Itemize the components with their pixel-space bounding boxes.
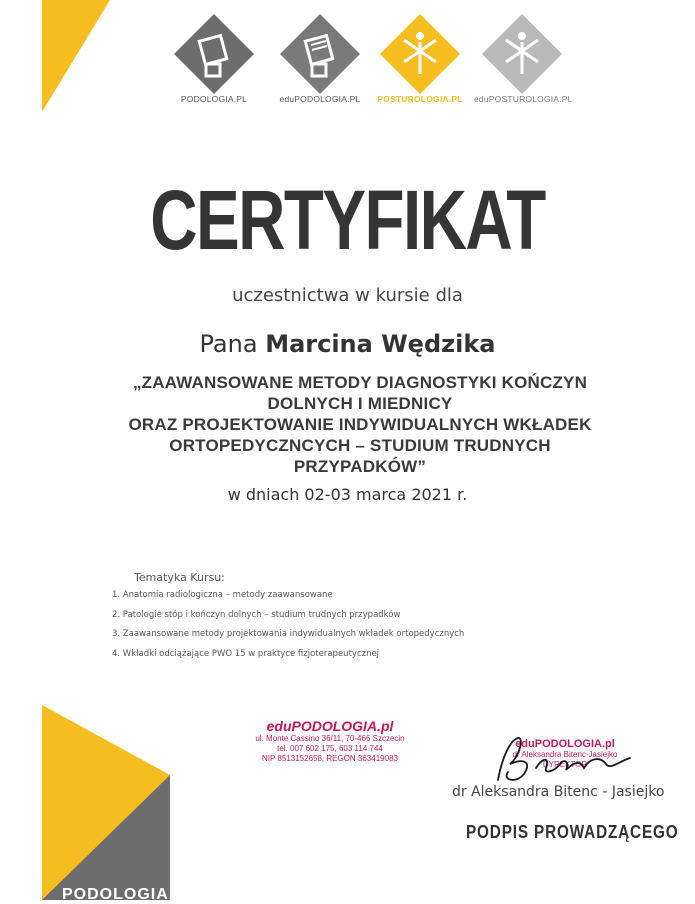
course-title-line: DOLNYCH I MIEDNICY	[267, 394, 453, 413]
course-title-line: PRZYPADKÓW”	[293, 457, 427, 476]
stamp-brand: eduPODOLOGIA.pl	[266, 718, 394, 734]
logo-label: eduPODOLOGIA.PL	[279, 94, 361, 104]
corner-triangle-decoration	[0, 0, 110, 112]
eduposturologia-logo-icon	[480, 12, 564, 96]
director-stamp-line: dr Aleksandra Bitenc-Jasiejko	[512, 750, 618, 759]
topic-item: 4. Wkładki odciążające PWO 15 w praktyce fizjoterapeutycznej	[112, 648, 380, 659]
posturologia-logo-icon	[378, 12, 462, 96]
topic-item: 2. Patologie stóp i kończyn dolnych – studium trudnych przypadków	[112, 609, 401, 620]
course-title-line: „ZAAWANSOWANE METODY DIAGNOSTYKI KOŃCZYN	[132, 373, 588, 392]
course-dates: w dniach 02-03 marca 2021 r.	[227, 485, 468, 504]
signer-name: dr Aleksandra Bitenc - Jasiejko	[452, 784, 665, 800]
stamp-line: NIP 8513152658, REGON 363419083	[262, 754, 398, 763]
signature-label: PODPIS PROWADZĄCEGO	[466, 822, 679, 842]
topic-item: 3. Zaawansowane metody projektowania indywidualnych wkładek ortopedycznych	[112, 629, 465, 639]
edupodologia-logo	[272, 12, 368, 104]
topics-list	[112, 586, 464, 664]
course-title-line: ORAZ PROJEKTOWANIE INDYWIDUALNYCH WKŁADEK	[128, 415, 592, 434]
edupodologia-logo-icon	[278, 12, 362, 96]
posturologia-logo	[372, 12, 468, 104]
handwritten-signature	[480, 728, 640, 788]
topics-heading: Tematyka Kursu:	[134, 571, 225, 584]
stamp-line: tel. 007 602 175, 603 114 744	[277, 744, 383, 753]
podologia-logo	[166, 12, 262, 104]
recipient-name	[0, 330, 695, 358]
course-title-line: ORTOPEDYCZNCYCH – STUDIUM TRUDNYCH	[169, 436, 551, 455]
logo-label: eduPOSTUROLOGIA.PL	[474, 94, 573, 104]
director-stamp-brand: eduPODOLOGIA.pl	[515, 738, 615, 750]
topic-item: 1. Anatomia radiologiczna – metody zaawansowane	[112, 590, 333, 600]
logo-label: POSTUROLOGIA.PL	[377, 94, 463, 104]
director-stamp-line: DYREKTOR	[542, 760, 588, 769]
certificate-title: CERTYFIKAT	[150, 173, 545, 267]
corner-triangle-decoration-bottom	[0, 705, 170, 900]
company-stamp	[245, 718, 415, 764]
bottom-brand: PODOLOGIA.PL	[62, 886, 197, 903]
certificate-subtitle: uczestnictwa w kursie dla	[232, 285, 463, 306]
stamp-line: ul. Monte Cassino 36/11, 70-466 Szczecin	[255, 734, 405, 743]
eduposturologia-logo	[474, 12, 573, 104]
logo-label: PODOLOGIA.PL	[180, 94, 248, 104]
name-prefix: Pana	[199, 330, 258, 358]
name-full: Marcina Wędzika	[265, 330, 496, 358]
podologia-logo-icon	[172, 12, 256, 96]
course-title	[110, 372, 610, 477]
